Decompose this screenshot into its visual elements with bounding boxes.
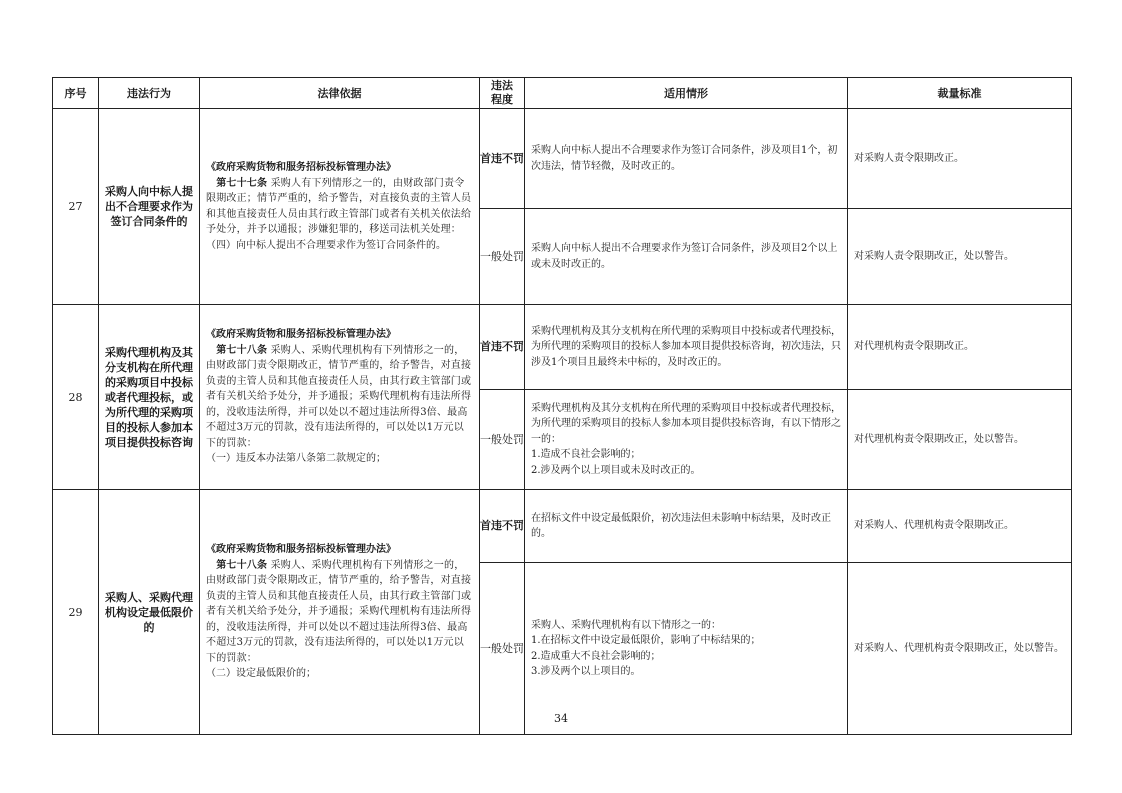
basis-text <box>206 176 473 238</box>
header-seq: 序号 <box>53 78 99 109</box>
page-number: 34 <box>554 712 568 725</box>
basis-text-body: 采购人、采购代理机构有下列情形之一的，由财政部门责令限期改正，情节严重的，给予警告，对直接负责的主管人员和其他直接责任人员，由其行政主管部门或者有关机关给予处分，并予通报；采购代理机构有违法所得的，没收违法所得，并可以处以不超过违法所得3倍、最高不超过3万元的罚款，没有违法所得的，可以处以1万元以下的罚款： <box>206 344 472 449</box>
header-level-line1: 违法 <box>491 79 513 92</box>
condition-cell <box>525 109 848 209</box>
basis-title: 《政府采购货物和服务招标投标管理办法》 <box>206 329 396 341</box>
standard-cell: 对采购人责令限期改正，处以警告。 <box>848 209 1072 305</box>
behavior-cell: 采购代理机构及其分支机构在所代理的采购项目中投标或者代理投标，或为所代理的采购项目的投标人参加本项目提供投标咨询 <box>99 305 200 490</box>
header-level <box>480 78 525 109</box>
level-cell: 一般处罚 <box>480 390 525 490</box>
header-standard: 裁量标准 <box>848 78 1072 109</box>
condition-line: 3.涉及两个以上项目的。 <box>531 666 641 677</box>
condition-cell <box>525 209 848 305</box>
basis-article: 第七十八条 <box>216 559 268 571</box>
level-cell: 首违不罚 <box>480 490 525 563</box>
basis-cell <box>200 109 480 305</box>
basis-text <box>206 558 473 667</box>
basis-item: （四）向中标人提出不合理要求作为签订合同条件的。 <box>206 239 446 251</box>
header-condition: 适用情形 <box>525 78 848 109</box>
basis-text-body: 采购人有下列情形之一的，由财政部门责令限期改正；情节严重的，给予警告，对直接负责的主管人员和其他直接责任人员由其行政主管部门或者有关机关依法给予处分，并予以通报；涉嫌犯罪的，移送司法机关处理： <box>206 177 472 235</box>
condition-cell <box>525 490 848 563</box>
condition-line: 1.造成不良社会影响的； <box>531 449 641 461</box>
table-row <box>53 305 1072 390</box>
condition-line: 采购代理机构及其分支机构在所代理的采购项目中投标或者代理投标，为所代理的采购项目的投标人参加本项目提供投标咨询，初次违法，只涉及1个项目且最终未中标的，及时改正的。 <box>531 325 841 368</box>
condition-line: 2.造成重大不良社会影响的； <box>531 650 661 662</box>
seq-cell: 28 <box>53 305 99 490</box>
condition-line: 采购代理机构及其分支机构在所代理的采购项目中投标或者代理投标，为所代理的采购项目的投标人参加本项目提供投标咨询，有以下情形之一的： <box>531 402 841 445</box>
basis-text-body: 采购人、采购代理机构有下列情形之一的，由财政部门责令限期改正，情节严重的，给予警告，对直接负责的主管人员和其他直接责任人员，由其行政主管部门或者有关机关给予处分，并予通报；采购代理机构有违法所得的，没收违法所得，并可以处以不超过违法所得3倍、最高不超过3万元的罚款，没有违法所得的，可以处以1万元以下的罚款： <box>206 559 472 664</box>
behavior-cell: 采购人、采购代理机构设定最低限价的 <box>99 490 200 735</box>
standard-cell: 对采购人、代理机构责令限期改正。 <box>848 490 1072 563</box>
standard-cell: 对采购人责令限期改正。 <box>848 109 1072 209</box>
condition-cell <box>525 563 848 735</box>
header-basis: 法律依据 <box>200 78 480 109</box>
standard-cell: 对采购人、代理机构责令限期改正，处以警告。 <box>848 563 1072 735</box>
basis-item: （二）设定最低限价的； <box>206 668 316 680</box>
condition-cell <box>525 305 848 390</box>
seq-cell: 27 <box>53 109 99 305</box>
level-cell: 一般处罚 <box>480 209 525 305</box>
header-level-line2: 程度 <box>491 93 513 106</box>
table-row <box>53 490 1072 563</box>
seq-cell: 29 <box>53 490 99 735</box>
basis-title: 《政府采购货物和服务招标投标管理办法》 <box>206 162 396 173</box>
basis-title: 《政府采购货物和服务招标投标管理办法》 <box>206 544 396 556</box>
condition-line: 采购人向中标人提出不合理要求作为签订合同条件，涉及项目1个，初次违法，情节轻微，及时改正的。 <box>531 145 838 172</box>
condition-line: 采购人向中标人提出不合理要求作为签订合同条件，涉及项目2个以上或未及时改正的。 <box>531 243 838 270</box>
behavior-cell: 采购人向中标人提出不合理要求作为签订合同条件的 <box>99 109 200 305</box>
table-row <box>53 109 1072 209</box>
level-cell: 一般处罚 <box>480 563 525 735</box>
standard-cell: 对代理机构责令限期改正。 <box>848 305 1072 390</box>
level-cell: 首违不罚 <box>480 109 525 209</box>
header-behavior: 违法行为 <box>99 78 200 109</box>
basis-cell <box>200 490 480 735</box>
basis-cell <box>200 305 480 490</box>
penalty-table <box>52 77 1072 735</box>
basis-article: 第七十八条 <box>216 344 268 356</box>
standard-cell: 对代理机构责令限期改正，处以警告。 <box>848 390 1072 490</box>
basis-text <box>206 343 473 452</box>
condition-line: 1.在招标文件中设定最低限价，影响了中标结果的； <box>531 635 761 646</box>
condition-line: 2.涉及两个以上项目或未及时改正的。 <box>531 464 701 476</box>
level-cell: 首违不罚 <box>480 305 525 390</box>
basis-item: （一）违反本办法第八条第二款规定的； <box>206 453 386 465</box>
condition-cell <box>525 390 848 490</box>
condition-line: 在招标文件中设定最低限价，初次违法但未影响中标结果，及时改正的。 <box>531 512 831 539</box>
header-row <box>53 78 1072 109</box>
condition-line: 采购人、采购代理机构有以下情形之一的： <box>531 619 721 631</box>
basis-article: 第七十七条 <box>216 177 268 189</box>
